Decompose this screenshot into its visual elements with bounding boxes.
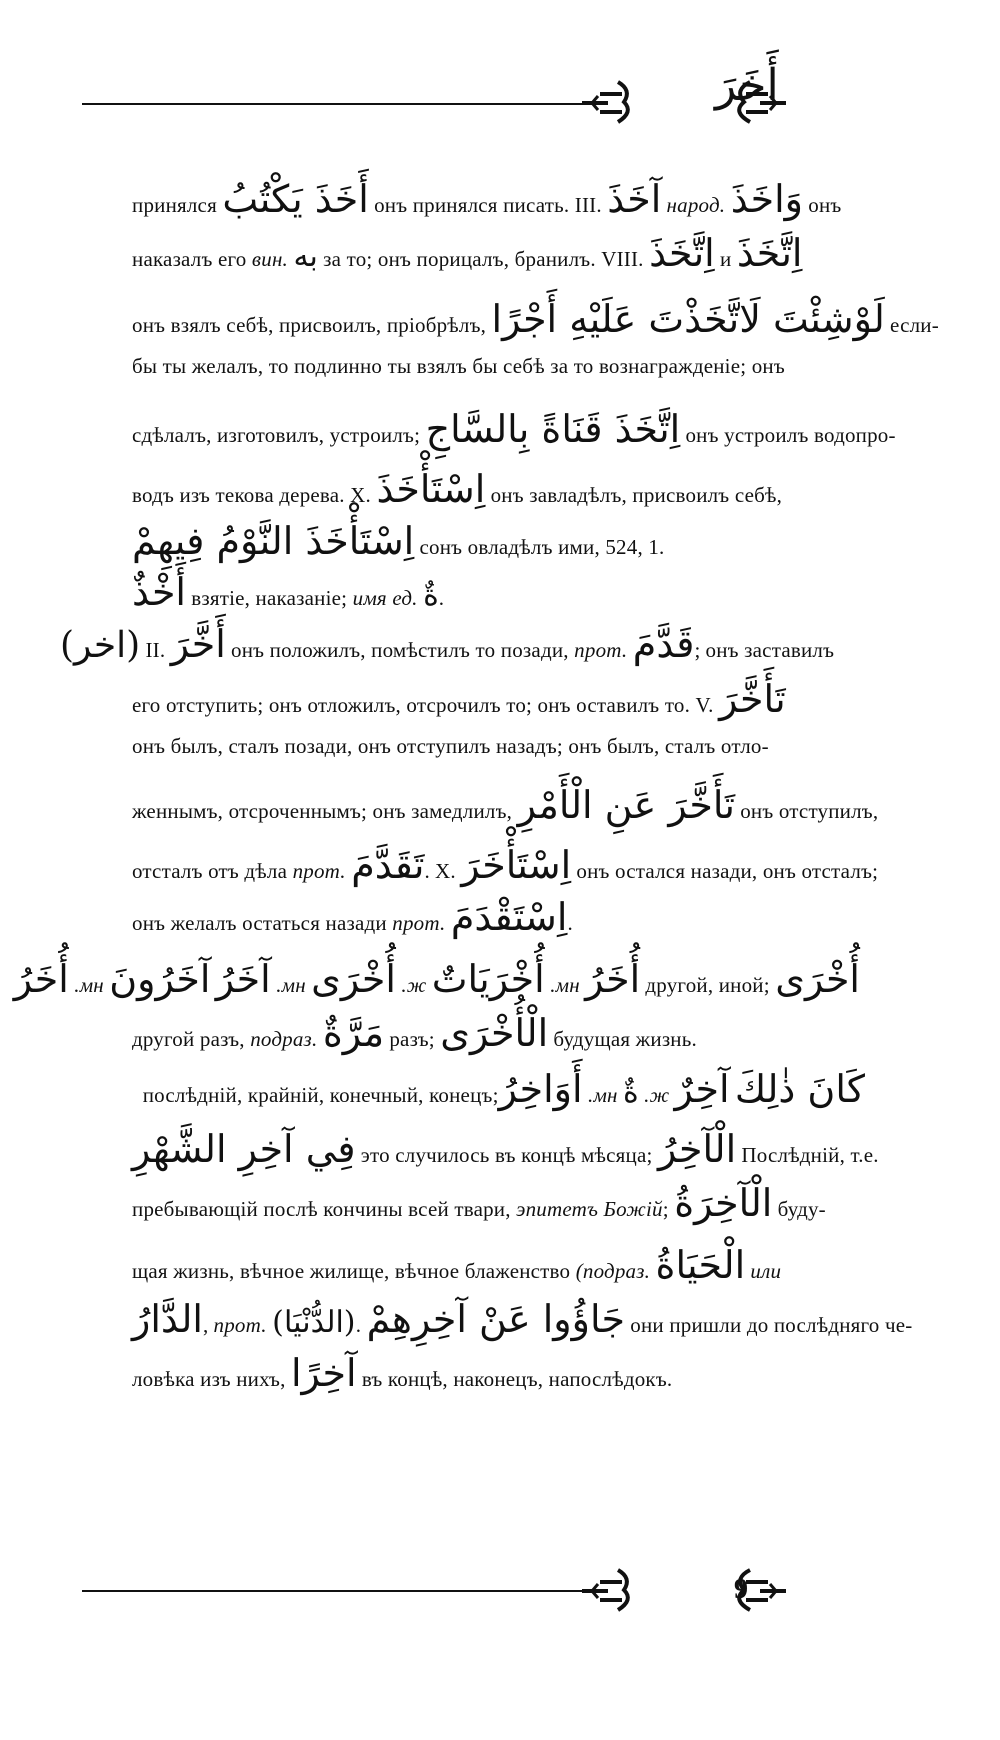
ornament-left-icon (578, 72, 644, 128)
text-line: принялся أَخَذَ يَكْتُبُ онъ принялся писать. III. آخَذَ народ. وَاخَذَ онъ (132, 177, 842, 221)
text-line: женнымъ, отсроченнымъ; онъ замедлилъ, تَأَخَّرَ عَنِ الْأَمْرِ онъ отступилъ, (132, 783, 879, 827)
text-line: فِي آخِرِ الشَّهْرِ это случилось въ концѣ мѣсяца; الْآخِرُ Послѣдній, т.е. (132, 1127, 879, 1171)
text-line: (اخر) II. أَخَّرَ онъ положилъ, помѣстилъ то позади, прот. قَدَّمَ; онъ заставилъ (60, 622, 835, 666)
text-line: щая жизнь, вѣчное жилище, вѣчное блаженство (подраз. الْحَيَاةُ или (132, 1243, 782, 1287)
text-line: водъ изъ текова дерева. X. اِسْتَأْخَذَ онъ завладѣлъ, присвоилъ себѣ, (132, 467, 783, 511)
text-line: اِسْتَأْخَذَ النَّوْمُ فِيهِمْ сонъ овладѣлъ ими, 524, 1. (132, 519, 665, 563)
text-line: пребывающій послѣ кончины всей твари, эпитетъ Божій; الْآخِرَةُ буду- (132, 1181, 826, 1225)
text-line: его отступить; онъ отложилъ, отсрочилъ то; онъ оставилъ то. V. تَأَخَّرَ (132, 677, 786, 721)
ornament-right-icon (720, 72, 790, 128)
text-line: الدَّارُ, прот. (الدُّنْيَا). جَاؤُوا عَنْ آخِرِهِمْ они пришли до послѣдняго че- (132, 1297, 913, 1341)
header-rule (82, 103, 582, 105)
text-line: другой разъ, подраз. مَرَّةٌ разъ; الْأُخْرَى будущая жизнь. (132, 1011, 697, 1055)
text-line: онъ былъ, сталъ позади, онъ отступилъ назадъ; онъ былъ, сталъ отло- (132, 734, 769, 758)
text-line: ловѣка изъ нихъ, آخِرًا въ концѣ, наконецъ, напослѣдокъ. (132, 1351, 673, 1395)
ornament-right-icon (720, 1560, 790, 1616)
text-line: أَخْذٌ взятіе, наказаніе; имя ед. ةٌ. (132, 570, 445, 614)
text-line: онъ желалъ остаться назади прот. اِسْتَقْدَمَ. (132, 895, 573, 939)
text-line: онъ взялъ себѣ, присвоилъ, пріобрѣлъ, لَوْشِئْتَ لَاتَّخَذْتَ عَلَيْهِ أَجْرًا если- (132, 297, 939, 341)
text-line: наказалъ его вин. به за то; онъ порицалъ, бранилъ. VIII. اِتَّخَذَ и اِتَّخَذَ (132, 231, 803, 275)
footer-rule (82, 1590, 582, 1592)
text-line: отсталъ отъ дѣла прот. تَقَدَّمَ. X. اِسْتَأْخَرَ онъ остался назади, онъ отсталъ; (132, 843, 879, 887)
text-line: أُخْرَى другой, иной; أُخَرُ мн. أُخْرَيَاتٌ ж. أُخْرَى мн. آخَرُ آخَرُونَ мн. أُخَرُ (13, 957, 860, 1001)
text-line: كَانَ ذٰلِكَ آخِرٌ ж. ةٌ мн. أَوَاخِرُ послѣдній, крайній, конечный, конецъ; (137, 1067, 865, 1111)
ornament-left-icon (578, 1560, 644, 1616)
page-number: 9 (734, 1574, 748, 1605)
header-word: أَخَرَ (715, 60, 779, 111)
text-line: сдѣлалъ, изготовилъ, устроилъ; اِتَّخَذَ قَنَاةً بِالسَّاجِ онъ устроилъ водопро- (132, 407, 896, 451)
text-line: бы ты желалъ, то подлинно ты взялъ бы себѣ за то вознагражденіе; онъ (132, 354, 785, 378)
